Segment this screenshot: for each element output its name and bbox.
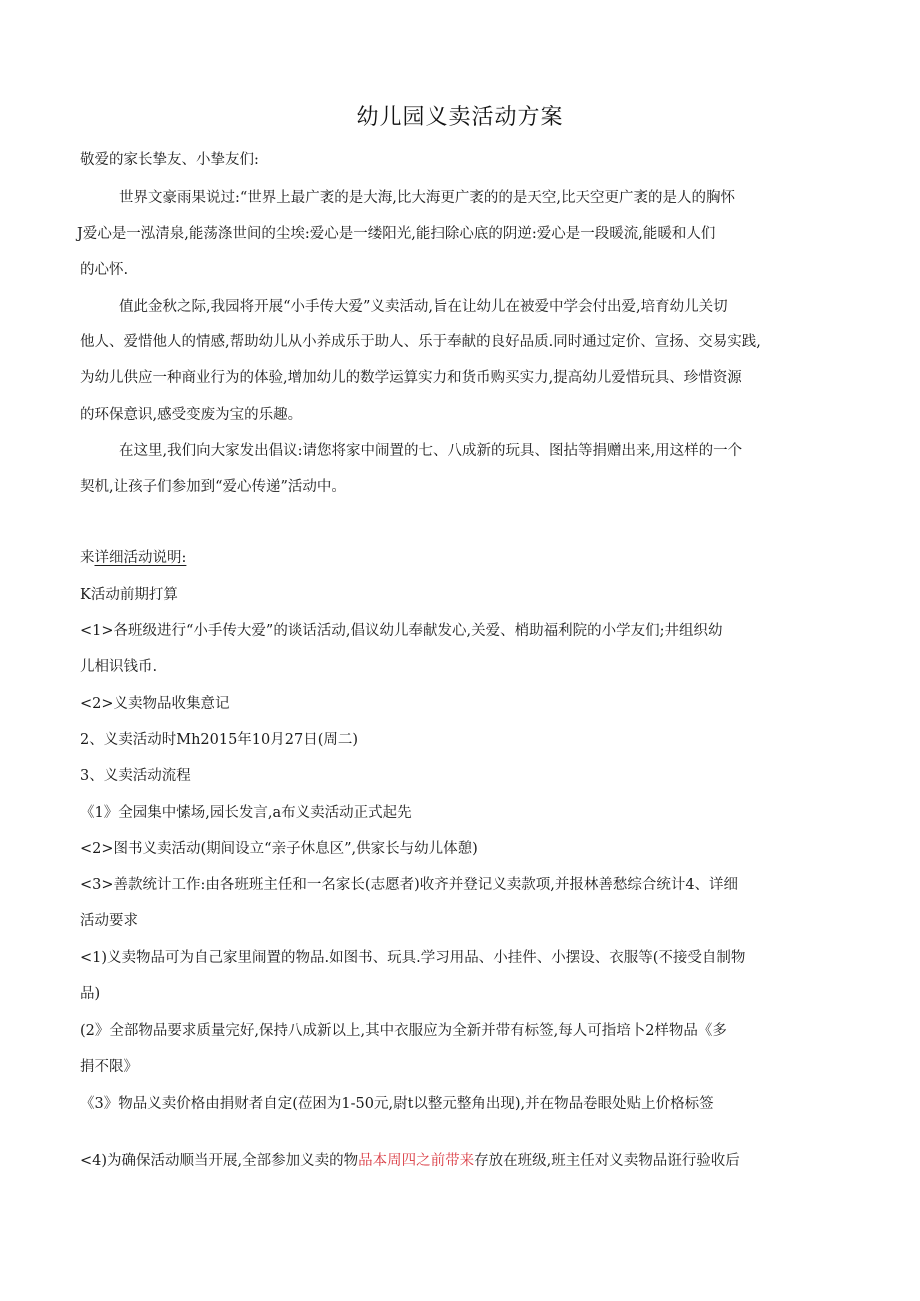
section-heading-text: 详细活动说明:: [94, 550, 187, 566]
list-item: 活动要求: [80, 913, 138, 929]
paragraph-line: 的心怀.: [80, 262, 129, 278]
list-item: K活动前期打算: [80, 587, 178, 603]
list-item: 儿相识钱币.: [80, 659, 158, 675]
list-item: <3>善款统计工作:由各班班主任和一名家长(志愿者)收齐并登记义卖款项,并报林善愁综合统计4、详细: [80, 877, 739, 893]
paragraph-line: 的环保意识,感受变废为宝的乐趣。: [80, 407, 303, 423]
last-item-after: 存放在班级,班主任对义卖物品诳行验收后: [474, 1153, 740, 1169]
paragraph-line: 在这里,我们向大家发出倡议:请您将家中闹置的七、八成新的玩具、图拈等捐赠出来,用这样的一个: [119, 443, 743, 459]
list-item: 3、义卖活动流程: [80, 768, 191, 784]
list-item: 品): [80, 986, 101, 1002]
paragraph-line: 为幼儿供应一种商业行为的体验,增加幼儿的数学运算实力和货币购买实力,提高幼儿爱惜玩具、珍惜资源: [80, 370, 742, 386]
list-item-last: [80, 1151, 740, 1171]
list-item: 《1》全园集中愫场,园长发言,a布义卖活动正式起先: [80, 805, 412, 821]
section-heading: [80, 548, 186, 568]
last-item-before: <4)为确保活动顺当开展,全部参加义卖的物: [80, 1153, 359, 1169]
document-title: 幼儿园义卖活动方案: [356, 105, 564, 130]
list-item: (2》全部物品要求质量完好,保持八成新以上,其中衣服应为全新并带有标签,每人可指培卜2样物品《多: [80, 1023, 727, 1039]
list-item: <2>义卖物品收集意记: [80, 696, 230, 712]
paragraph-line: 他人、爱惜他人的情感,帮助幼儿从小养成乐于助人、乐于奉献的良好品质.同时通过定价、宣扬、交易实践,: [80, 334, 761, 350]
list-item: 2、义卖活动时Mh2015年10月27日(周二): [80, 732, 359, 748]
list-item: 《3》物品义卖价格由捐财者自定(莅困为1-50元,尉t以整元整角出现),并在物品卷眼处贴上价格标签: [80, 1096, 714, 1112]
list-item: 捐不限》: [80, 1059, 138, 1075]
paragraph-line: 契机,让孩子们参加到“爱心传递”活动中。: [80, 479, 346, 495]
paragraph-line: 值此金秋之际,我园将开展“小手传大爱”义卖活动,旨在让幼儿在被爱中学会付出爱,培育幼儿关切: [119, 299, 728, 315]
list-item: <1)义卖物品可为自己家里闹置的物品.如图书、玩具.学习用品、小挂件、小摆设、衣服等(不接受自制物: [80, 950, 746, 966]
greeting: 敬爱的家长挚友、小挚友们:: [80, 152, 259, 168]
paragraph-line: 世界文豪雨果说过:“世界上最广袤的是大海,比大海更广袤的的是天空,比天空更广袤的是人的胸怀: [119, 190, 736, 206]
section-heading-prefix: 来: [80, 550, 95, 566]
list-item: <1>各班级进行“小手传大爱”的谈话活动,倡议幼儿奉献发心,关爱、梢助福利院的小学友们;井组织幼: [80, 623, 723, 639]
last-item-highlight: 品本周四之前带来: [358, 1153, 475, 1169]
paragraph-line: J爱心是一泓清泉,能荡涤世间的尘埃:爱心是一缕阳光,能扫除心底的阴逆:爱心是一段暖流,能暖和人们: [77, 226, 716, 242]
list-item: <2>图书义卖活动(期间设立“亲子休息区”,供家长与幼儿体憩): [80, 841, 478, 857]
